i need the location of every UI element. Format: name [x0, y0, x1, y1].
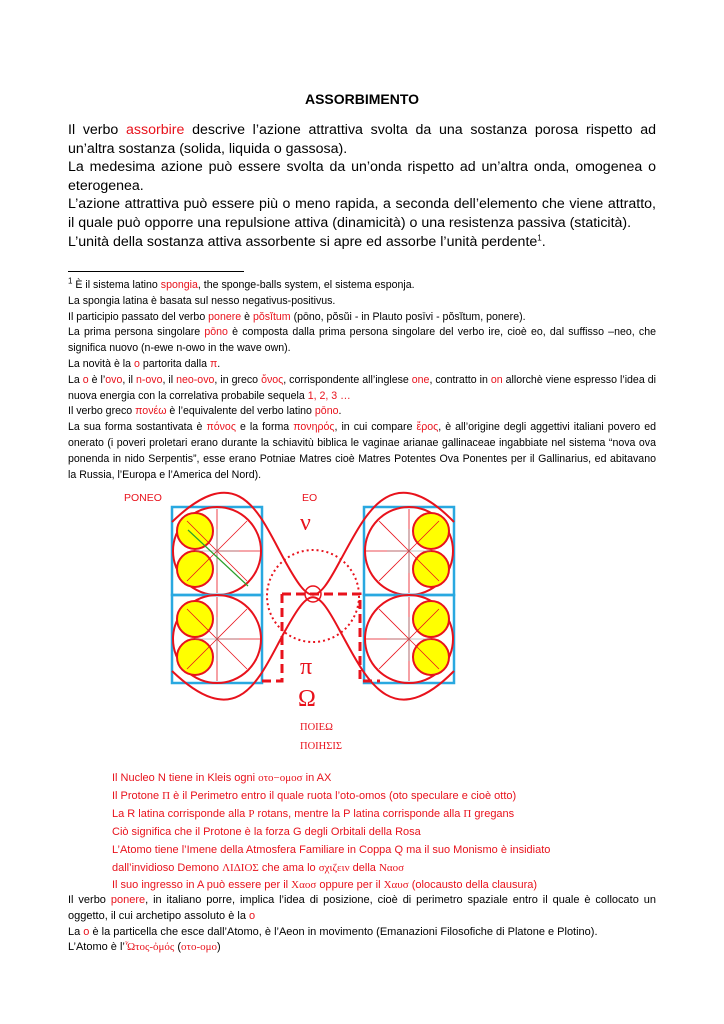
footnote-line: La sua forma sostantivata è πόνος e la forma πονηρός, in cui compare ἔρος, è all’origine degli aggettivi italiani povero ed onerato (i poveri proletari erano durante la schiavitù biblica le vaginae arianae gallinaceae ingabbiate nel sistema “nova ova ponenda in nido Serpentis”, esse erano Potniae Matres cioè Matres Potentes Ova Ponentes per il Gallinarius, ed abitavano la Russia, l’Europa e l’America del Nord). — [68, 421, 656, 481]
page-title: ASSORBIMENTO — [304, 91, 420, 107]
poneo-eo-diagram — [110, 486, 470, 756]
red-line: La R latina corrisponde alla Ρ rotans, mentre la P latina corrisponde alla Π gregans — [112, 807, 515, 820]
red-notes — [112, 770, 672, 895]
greek-nu: ν — [300, 510, 311, 536]
red-line: Il Nucleo N tiene in Kleis ogni οτο−ομοσ in AX — [112, 772, 332, 784]
footnote-line: La o è l’ovo, il n-ovo, il neo-ovo, in greco ὄνος, corrispondente all’inglese one, contratto in on allorchè viene espresso l’idea di nuova energia con la correlativa probabile sequela 1, 2, 3 … — [68, 373, 656, 402]
body-text — [68, 121, 656, 251]
footnote-line: La prima persona singolare pōno è composta dalla prima persona singolare del verbo ire, cioè eo, dal suffisso –neo, che significa nuovo (n-ewe n-owo in the wave own). — [68, 326, 656, 355]
footnote-line: La novità è la o partorita dalla π. — [68, 357, 221, 370]
closing-text — [68, 893, 656, 956]
footnote-line: Il participio passato del verbo ponere è pŏsĭtum (pōno, pŏsŭi - in Plauto posīvi - pŏsĭtum, ponere). — [68, 310, 526, 323]
paragraph-3: L’azione attrattiva può essere più o meno rapida, a seconda dell’elemento che viene attratto, il quale può opporre una repulsione attiva (dinamicità) o una resistenza passiva (staticità). — [68, 196, 656, 231]
footnotes — [68, 278, 656, 483]
closing-line: L’Atomo è l’Ὦτος-ὀμός (οτο-ομο) — [68, 941, 221, 954]
red-line: dall’invidioso Demono ΛΙΔΙΟΣ che ama lo σχιζειν della Ναοσ — [112, 861, 405, 874]
diagram-label-poneo: PONEO — [124, 492, 162, 504]
paragraph-4: L’unità della sostanza attiva assorbente si apre ed assorbe l’unità perdente$^1$. — [68, 232, 546, 250]
quad-top-right — [364, 507, 454, 595]
closing-line: La o è la particella che esce dall’Atomo, è l’Aeon in movimento (Emanazioni Filosofiche di Platone e Plotino). — [68, 925, 598, 938]
quad-bottom-left — [172, 595, 262, 683]
quad-bottom-right — [364, 595, 454, 683]
red-line: Il Protone Π è il Perimetro entro il quale ruota l’oto-omos (oto speculare e cioè otto) — [112, 789, 517, 802]
red-line: L’Atomo tiene l’Imene della Atmosfera Familiare in Coppa Q ma il suo Monismo è insidiato — [112, 843, 551, 856]
quad-top-left — [172, 507, 262, 595]
diagram-label-eo: EO — [302, 492, 318, 504]
greek-pi: π — [300, 654, 313, 680]
footnote-1: $^1$ È il sistema latino spongia, the sponge-balls system, el sistema esponja. — [68, 276, 415, 291]
red-line: Il suo ingresso in A può essere per il Χαοσ oppure per il Χαυσ (olocausto della clausura) — [112, 879, 538, 892]
footnote-line: La spongia latina è basata sul nesso negativus-positivus. — [68, 294, 336, 307]
footnote-line: Il verbo greco πονέω è l’equivalente del verbo latino pōno. — [68, 405, 342, 418]
footnote-separator — [68, 271, 244, 272]
paragraph-1: Il verbo assorbire descrive l’azione attrattiva svolta da una sostanza porosa rispetto ad un’altra sostanza (solida, liquida o gassosa). — [68, 122, 656, 157]
paragraph-2: La medesima azione può essere svolta da un’onda rispetto ad un’altra onda, omogenea o eterogenea. — [68, 159, 656, 194]
closing-line: Il verbo ponere, in italiano porre, implica l’idea di posizione, cioè di perimetro spaziale entro il quale è collocato un oggetto, il cui archetipo assoluto è la o — [68, 894, 656, 922]
red-line: Ciò significa che il Protone è la forza G degli Orbitali della Rosa — [112, 825, 421, 838]
greek-poiesis: ΠΟΙΗΣΙΣ — [300, 741, 342, 752]
greek-poieo: ΠΟΙΕΩ — [300, 722, 333, 733]
greek-omega: Ω — [298, 686, 316, 712]
dashed-pi — [262, 594, 380, 681]
footnote-ref[interactable]: 1 — [537, 232, 542, 242]
